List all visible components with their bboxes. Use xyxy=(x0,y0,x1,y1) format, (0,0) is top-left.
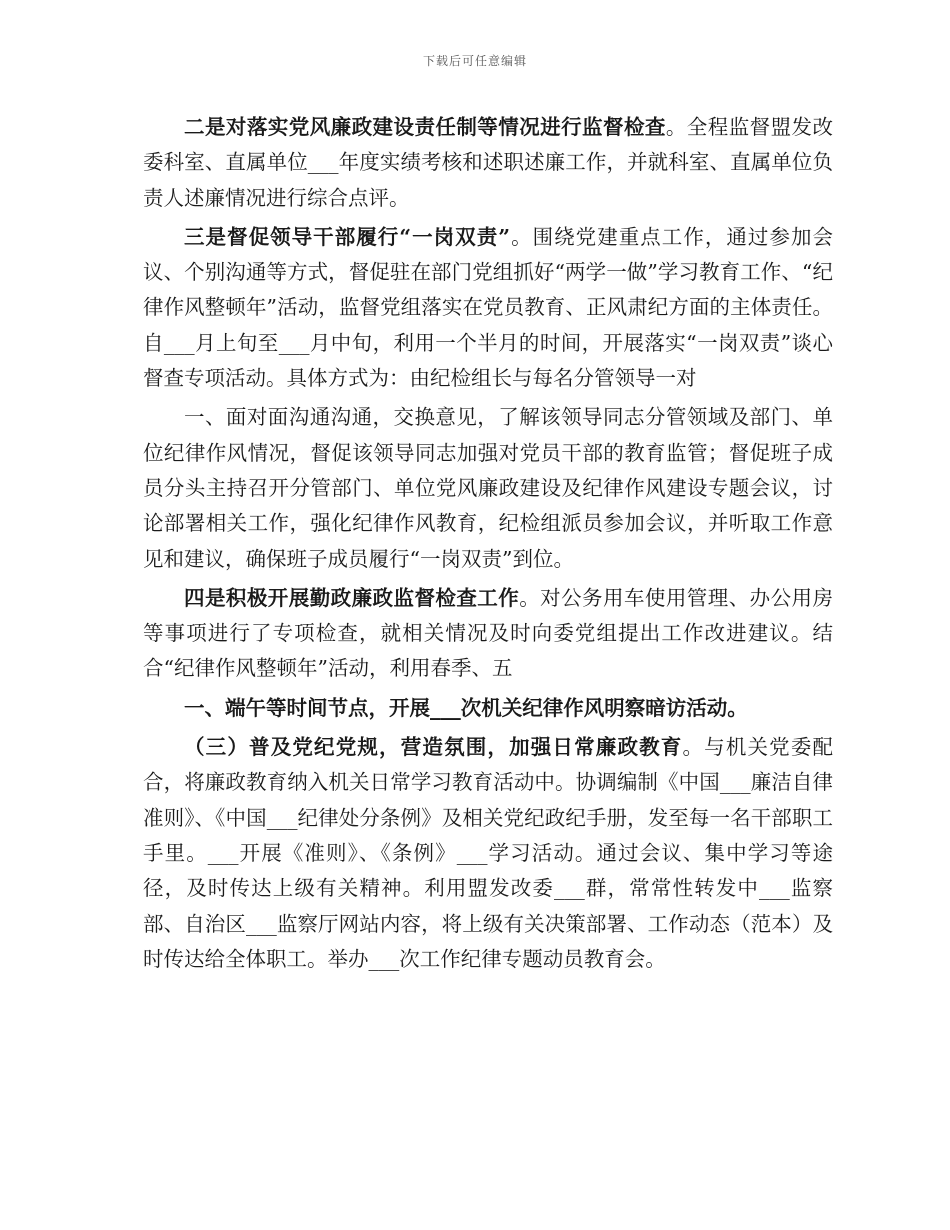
paragraph-2-lead: 三是督促领导干部履行“一岗双责” xyxy=(184,224,511,249)
paragraph-1 xyxy=(143,110,833,216)
page-header: 下载后可任意编辑 xyxy=(422,54,527,68)
paragraph-5 xyxy=(143,691,833,726)
paragraph-1-text: 。全程监督盟发改委科室、直属单位___年度实绩考核和述职述廉工作，并就科室、直属单位负责人述廉情况进行综合点评。 xyxy=(143,115,834,210)
paragraph-4-lead: 四是积极开展勤政廉政监督检查工作 xyxy=(184,585,520,610)
paragraph-4 xyxy=(143,581,833,687)
paragraph-6-lead: （三）普及党纪党规，营造氛围，加强日常廉政教育 xyxy=(184,735,683,760)
paragraph-6 xyxy=(143,730,833,977)
document-body xyxy=(143,110,833,977)
paragraph-1-lead: 二是对落实党风廉政建设责任制等情况进行监督检查 xyxy=(184,115,666,139)
paragraph-2-text: 。围绕党建重点工作，通过参加会议、个别沟通等方式，督促驻在部门党组抓好“两学一做”学习教育工作、“纪律作风整顿年”活动，监督党组落实在党员教育、正风肃纪方面的主体责任。自___月上旬至___月中旬，利用一个半月的时间，开展落实“一岗双责”谈心督查专项活动。具体方式为：由纪检组长与每名分管领导一对 xyxy=(143,224,833,391)
paragraph-4-text: 。对公务用车使用管理、办公用房等事项进行了专项检查，就相关情况及时向委党组提出工作改进建议。结合“纪律作风整顿年”活动，利用春季、五 xyxy=(143,585,834,681)
paragraph-5-lead: 一、端午等时间节点，开展___次机关纪律作风明察暗访活动。 xyxy=(184,695,748,720)
paragraph-2 xyxy=(143,220,833,396)
paragraph-3-text: 一、面对面沟通沟通，交换意见，了解该领导同志分管领域及部门、单位纪律作风情况，督促该领导同志加强对党员干部的教育监管；督促班子成员分头主持召开分管部门、单位党风廉政建设及纪律作风建设专题会议，讨论部署相关工作，强化纪律作风教育，纪检组派员参加会议，并听取工作意见和建议，确保班子成员履行“一岗双责”到位。 xyxy=(143,405,833,571)
paragraph-3 xyxy=(143,400,833,576)
paragraph-6-text: 。与机关党委配合，将廉政教育纳入机关日常学习教育活动中。协调编制《中国___廉洁自律准则》、《中国___纪律处分条例》及相关党纪政纪手册，发至每一名干部职工手里。___开展《准则》、《条例》___学习活动。通过会议、集中学习等途径，及时传达上级有关精神。利用盟发改委___群，常常性转发中___监察部、自治区___监察厅网站内容，将上级有关决策部署、工作动态（范本）及时传达给全体职工。举办___次工作纪律专题动员教育会。 xyxy=(143,735,834,971)
